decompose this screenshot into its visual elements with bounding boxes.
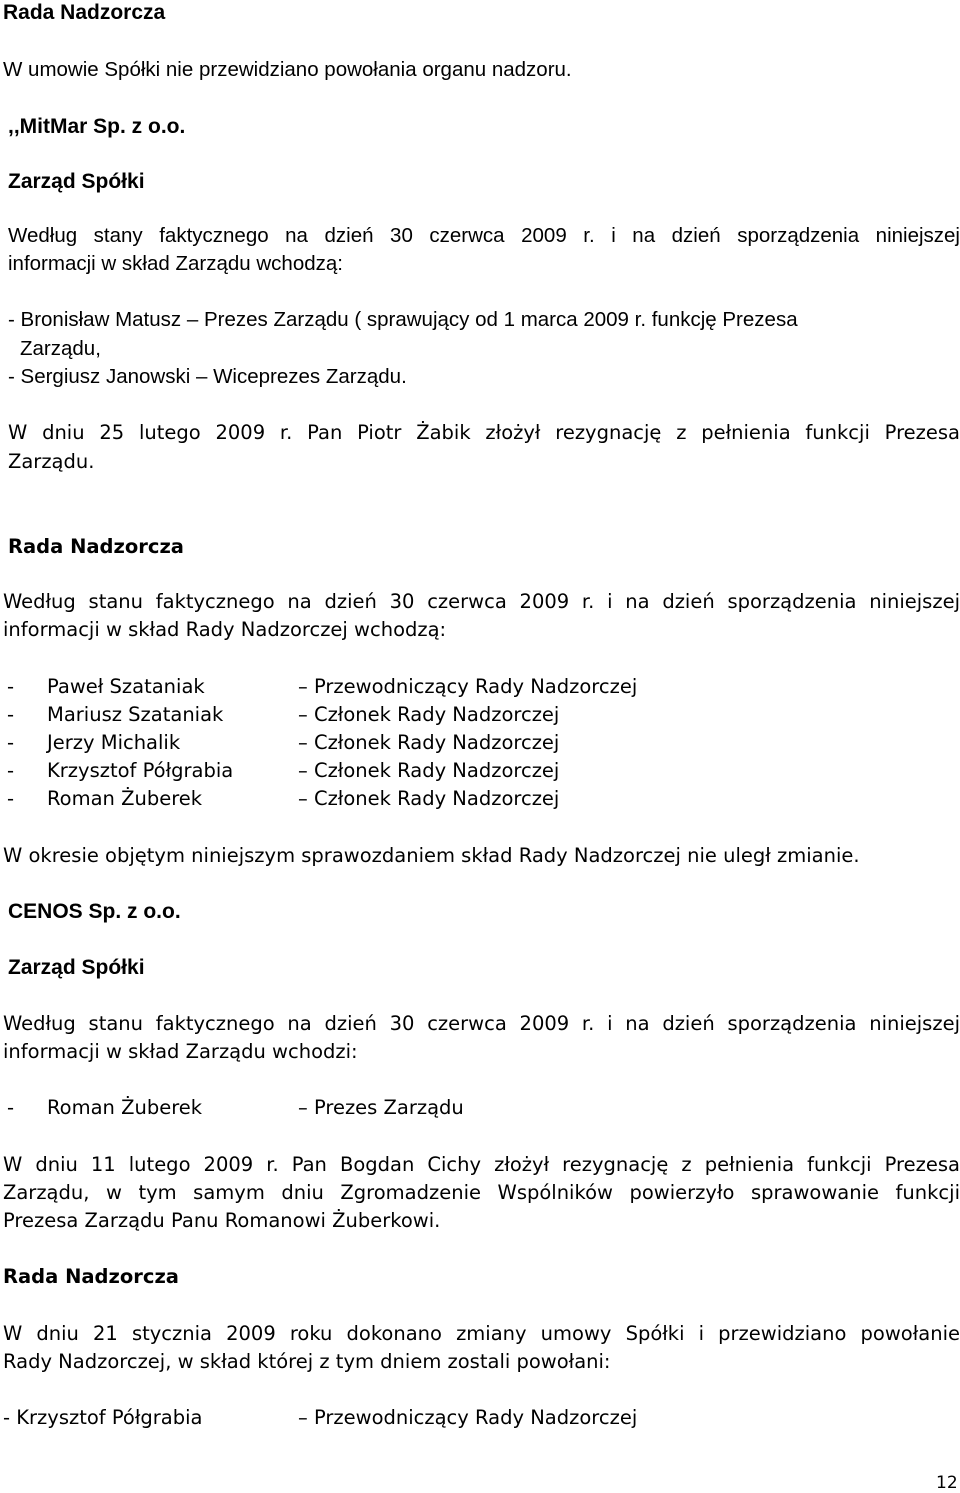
member-role: – Przewodniczący Rady Nadzorczej	[298, 675, 638, 698]
cenos-note-line2: Zarządu, w tym samym dniu Zgromadzenie Wspólników powierzyło sprawowanie funkcji	[3, 1181, 960, 1204]
list-dash: -	[7, 787, 15, 810]
list-dash: -	[7, 759, 15, 782]
mitmar-rada-intro-line2: informacji w skład Rady Nadzorczej wchodzą:	[3, 618, 447, 641]
mitmar-rada-intro-line1: Według stanu faktycznego na dzień 30 czerwca 2009 r. i na dzień sporządzenia niniejszej	[3, 590, 960, 613]
company-title-cenos: CENOS Sp. z o.o.	[8, 900, 181, 923]
member-name: Jerzy Michalik	[47, 731, 181, 754]
member-role: – Członek Rady Nadzorczej	[298, 759, 560, 782]
cenos-intro-line2: informacji w skład Zarządu wchodzi:	[3, 1040, 358, 1063]
section-heading-mitmar-zarzad: Zarząd Spółki	[8, 170, 145, 193]
member-role: – Prezes Zarządu	[298, 1096, 464, 1119]
list-dash: -	[7, 1096, 15, 1119]
cenos-rada-intro-line1: W dniu 21 stycznia 2009 roku dokonano zmiany umowy Spółki i przewidziano powołanie	[3, 1322, 960, 1345]
member-name: Mariusz Szataniak	[47, 703, 224, 726]
section-heading-cenos-zarzad: Zarząd Spółki	[8, 956, 145, 979]
mitmar-note-line1: W dniu 25 lutego 2009 r. Pan Piotr Żabik złożył rezygnację z pełnienia funkcji Prezesa	[8, 421, 960, 444]
member-name: Paweł Szataniak	[47, 675, 205, 698]
section-heading-rada-1: Rada Nadzorcza	[3, 1, 166, 24]
section-heading-mitmar-rada: Rada Nadzorcza	[8, 535, 184, 558]
member-name: Roman Żuberek	[47, 787, 203, 810]
rada-1-text: W umowie Spółki nie przewidziano powołania organu nadzoru.	[3, 58, 572, 81]
mitmar-rada-note: W okresie objętym niniejszym sprawozdaniem skład Rady Nadzorczej nie uległ zmianie.	[3, 844, 860, 867]
mitmar-intro-line2: informacji w skład Zarządu wchodzą:	[8, 252, 343, 275]
mitmar-member-1-line2: Zarządu,	[20, 337, 101, 360]
section-heading-cenos-rada: Rada Nadzorcza	[3, 1265, 179, 1288]
page-number: 12	[936, 1473, 958, 1493]
cenos-intro-line1: Według stanu faktycznego na dzień 30 czerwca 2009 r. i na dzień sporządzenia niniejszej	[3, 1012, 960, 1035]
mitmar-member-1-line1: - Bronisław Matusz – Prezes Zarządu ( sprawujący od 1 marca 2009 r. funkcję Prezesa	[8, 308, 798, 331]
cenos-note-line1: W dniu 11 lutego 2009 r. Pan Bogdan Cichy złożył rezygnację z pełnienia funkcji Prezesa	[3, 1153, 960, 1176]
member-role: – Członek Rady Nadzorczej	[298, 731, 560, 754]
list-dash: -	[7, 731, 15, 754]
list-dash: -	[7, 675, 15, 698]
company-title-mitmar: ,,MitMar Sp. z o.o.	[8, 115, 186, 138]
mitmar-note-line2: Zarządu.	[8, 450, 95, 473]
member-name: Krzysztof Półgrabia	[47, 759, 234, 782]
mitmar-intro-line1: Według stany faktycznego na dzień 30 czerwca 2009 r. i na dzień sporządzenia niniejszej	[8, 224, 960, 247]
member-name: Roman Żuberek	[47, 1096, 203, 1119]
cenos-rada-intro-line2: Rady Nadzorczej, w skład której z tym dniem zostali powołani:	[3, 1350, 611, 1373]
cenos-note-line3: Prezesa Zarządu Panu Romanowi Żuberkowi.	[3, 1209, 441, 1232]
member-role: – Członek Rady Nadzorczej	[298, 787, 560, 810]
member-name: - Krzysztof Półgrabia	[3, 1406, 203, 1429]
member-role: – Członek Rady Nadzorczej	[298, 703, 560, 726]
list-dash: -	[7, 703, 15, 726]
member-role: – Przewodniczący Rady Nadzorczej	[298, 1406, 638, 1429]
mitmar-member-2: - Sergiusz Janowski – Wiceprezes Zarządu.	[8, 365, 407, 388]
